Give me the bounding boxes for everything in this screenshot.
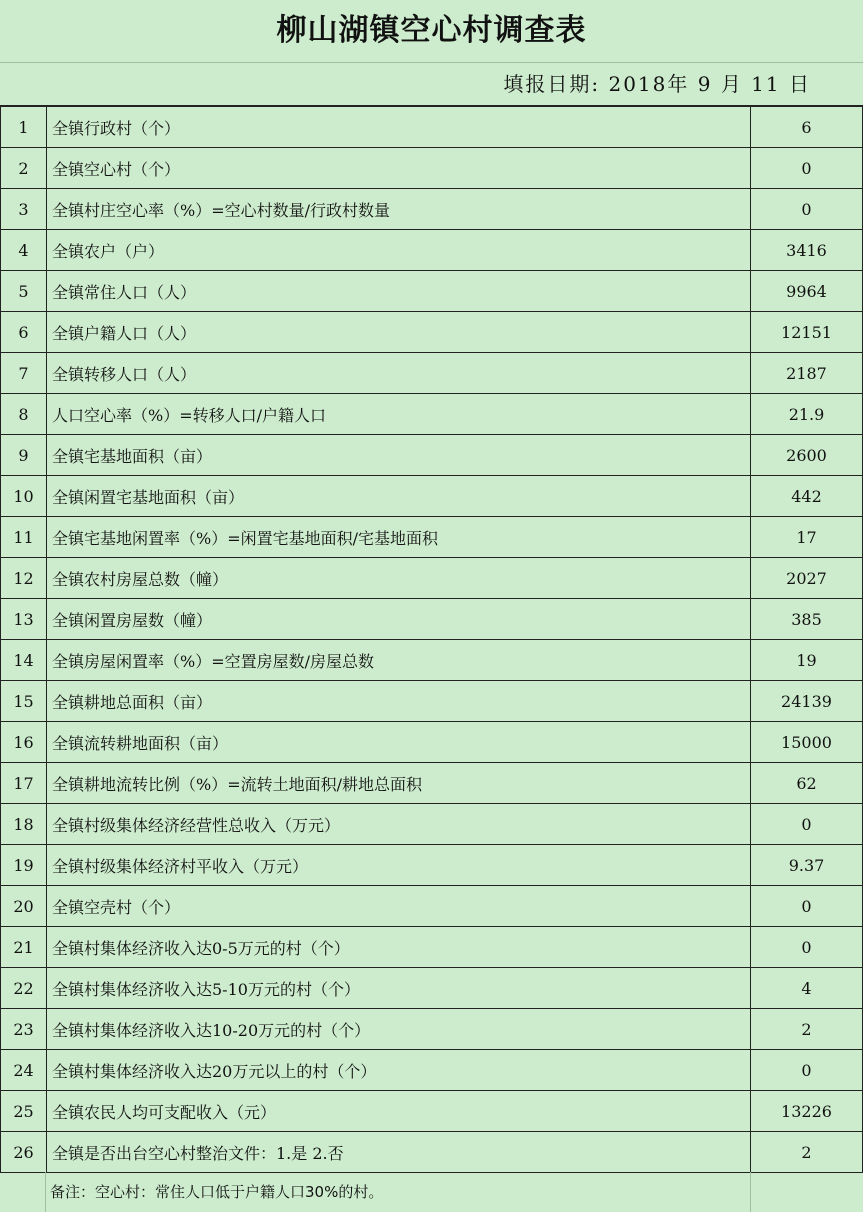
row-number: 5 — [1, 271, 47, 312]
row-item-label: 全镇村集体经济收入达5-10万元的村（个） — [47, 968, 751, 1009]
row-item-label: 全镇行政村（个） — [47, 107, 751, 148]
table-row — [1, 107, 863, 148]
row-number: 7 — [1, 353, 47, 394]
table-row — [1, 476, 863, 517]
row-item-label: 全镇是否出台空心村整治文件：1.是 2.否 — [47, 1132, 751, 1173]
row-item-label: 全镇宅基地闲置率（%）=闲置宅基地面积/宅基地面积 — [47, 517, 751, 558]
row-value: 385 — [751, 599, 863, 640]
row-value: 13226 — [751, 1091, 863, 1132]
table-row — [1, 517, 863, 558]
row-number: 26 — [1, 1132, 47, 1173]
row-value: 2 — [751, 1132, 863, 1173]
row-value: 6 — [751, 107, 863, 148]
table-row — [1, 763, 863, 804]
report-date: 填报日期: 2018年 9 月 11 日 — [0, 63, 863, 106]
table-row — [1, 148, 863, 189]
row-item-label: 全镇宅基地面积（亩） — [47, 435, 751, 476]
divider — [45, 1172, 46, 1212]
row-value: 4 — [751, 968, 863, 1009]
row-item-label: 全镇村集体经济收入达20万元以上的村（个） — [47, 1050, 751, 1091]
row-value: 9.37 — [751, 845, 863, 886]
row-number: 14 — [1, 640, 47, 681]
row-item-label: 全镇闲置房屋数（幢） — [47, 599, 751, 640]
row-number: 4 — [1, 230, 47, 271]
row-item-label: 全镇农民人均可支配收入（元） — [47, 1091, 751, 1132]
table-row — [1, 1091, 863, 1132]
row-item-label: 全镇空壳村（个） — [47, 886, 751, 927]
page-title: 柳山湖镇空心村调查表 — [0, 0, 863, 63]
row-value: 9964 — [751, 271, 863, 312]
table-row — [1, 558, 863, 599]
row-value: 0 — [751, 1050, 863, 1091]
divider — [750, 1172, 751, 1212]
row-number: 12 — [1, 558, 47, 599]
table-row — [1, 722, 863, 763]
row-item-label: 全镇闲置宅基地面积（亩） — [47, 476, 751, 517]
table-row — [1, 394, 863, 435]
table-row — [1, 353, 863, 394]
row-number: 9 — [1, 435, 47, 476]
row-number: 6 — [1, 312, 47, 353]
table-row — [1, 1050, 863, 1091]
row-number: 25 — [1, 1091, 47, 1132]
row-value: 19 — [751, 640, 863, 681]
row-value: 3416 — [751, 230, 863, 271]
row-value: 24139 — [751, 681, 863, 722]
row-value: 0 — [751, 886, 863, 927]
row-number: 24 — [1, 1050, 47, 1091]
row-value: 0 — [751, 189, 863, 230]
row-number: 15 — [1, 681, 47, 722]
table-row — [1, 927, 863, 968]
row-number: 20 — [1, 886, 47, 927]
row-number: 11 — [1, 517, 47, 558]
row-item-label: 全镇房屋闲置率（%）=空置房屋数/房屋总数 — [47, 640, 751, 681]
row-value: 2 — [751, 1009, 863, 1050]
row-value: 2187 — [751, 353, 863, 394]
row-number: 2 — [1, 148, 47, 189]
row-number: 19 — [1, 845, 47, 886]
row-item-label: 全镇户籍人口（人） — [47, 312, 751, 353]
row-item-label: 全镇流转耕地面积（亩） — [47, 722, 751, 763]
table-row — [1, 640, 863, 681]
row-number: 18 — [1, 804, 47, 845]
remark-text: 备注：空心村：常住人口低于户籍人口30%的村。 — [50, 1183, 384, 1201]
row-number: 13 — [1, 599, 47, 640]
row-number: 16 — [1, 722, 47, 763]
row-item-label: 全镇村级集体经济村平收入（万元） — [47, 845, 751, 886]
row-item-label: 全镇农户（户） — [47, 230, 751, 271]
row-value: 2027 — [751, 558, 863, 599]
row-item-label: 人口空心率（%）=转移人口/户籍人口 — [47, 394, 751, 435]
row-item-label: 全镇农村房屋总数（幢） — [47, 558, 751, 599]
table-row — [1, 435, 863, 476]
row-number: 23 — [1, 1009, 47, 1050]
table-row — [1, 681, 863, 722]
row-item-label: 全镇村级集体经济经营性总收入（万元） — [47, 804, 751, 845]
row-value: 17 — [751, 517, 863, 558]
row-number: 1 — [1, 107, 47, 148]
row-value: 62 — [751, 763, 863, 804]
table-row — [1, 968, 863, 1009]
table-row — [1, 1009, 863, 1050]
table-row — [1, 599, 863, 640]
row-value: 0 — [751, 927, 863, 968]
row-item-label: 全镇转移人口（人） — [47, 353, 751, 394]
row-item-label: 全镇村庄空心率（%）=空心村数量/行政村数量 — [47, 189, 751, 230]
row-item-label: 全镇常住人口（人） — [47, 271, 751, 312]
table-row — [1, 312, 863, 353]
row-item-label: 全镇村集体经济收入达10-20万元的村（个） — [47, 1009, 751, 1050]
row-number: 21 — [1, 927, 47, 968]
row-value: 0 — [751, 148, 863, 189]
table-row — [1, 189, 863, 230]
row-number: 22 — [1, 968, 47, 1009]
row-number: 10 — [1, 476, 47, 517]
table-row — [1, 804, 863, 845]
table-row — [1, 230, 863, 271]
row-value: 12151 — [751, 312, 863, 353]
row-value: 2600 — [751, 435, 863, 476]
row-number: 3 — [1, 189, 47, 230]
table-row — [1, 886, 863, 927]
table-row — [1, 1132, 863, 1173]
row-value: 0 — [751, 804, 863, 845]
table-row — [1, 271, 863, 312]
note-row — [0, 1172, 863, 1212]
row-number: 17 — [1, 763, 47, 804]
row-item-label: 全镇耕地流转比例（%）=流转土地面积/耕地总面积 — [47, 763, 751, 804]
row-item-label: 全镇村集体经济收入达0-5万元的村（个） — [47, 927, 751, 968]
survey-table — [0, 106, 863, 1173]
row-item-label: 全镇空心村（个） — [47, 148, 751, 189]
table-row — [1, 845, 863, 886]
row-value: 15000 — [751, 722, 863, 763]
row-value: 442 — [751, 476, 863, 517]
row-number: 8 — [1, 394, 47, 435]
row-item-label: 全镇耕地总面积（亩） — [47, 681, 751, 722]
row-value: 21.9 — [751, 394, 863, 435]
